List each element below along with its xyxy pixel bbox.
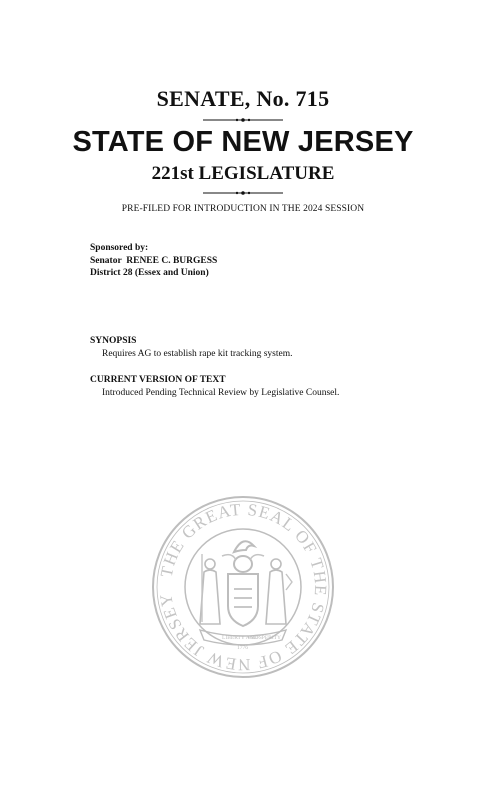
legislature-title: 221st LEGISLATURE [151, 163, 335, 184]
seal-ribbon-right: PROSPERITY [248, 635, 282, 641]
synopsis-heading: SYNOPSIS [90, 336, 137, 346]
current-version-text: Introduced Pending Technical Review by Legislative Counsel. [102, 387, 340, 398]
current-version-section [90, 374, 339, 399]
ornamental-rule-bottom [203, 190, 283, 196]
state-title: STATE OF NEW JERSEY [72, 126, 414, 158]
seal-ring-text: THE GREAT SEAL OF THE STATE OF NEW JERSEY [156, 499, 331, 675]
synopsis-section [90, 335, 293, 360]
sponsor-block [90, 242, 217, 280]
prefiled-notice: PRE-FILED FOR INTRODUCTION IN THE 2024 SESSION [121, 204, 365, 214]
sponsor-label: Sponsored by: [90, 243, 149, 253]
synopsis-text: Requires AG to establish rape kit tracking system. [102, 348, 293, 359]
state-seal [150, 494, 336, 685]
seal-graphic [150, 494, 336, 680]
bill-number: SENATE, No. 715 [156, 86, 330, 111]
sponsor-district: District 28 (Essex and Union) [90, 268, 209, 278]
current-version-heading: CURRENT VERSION OF TEXT [90, 375, 226, 385]
ornamental-rule-top [203, 117, 283, 123]
seal-ribbon-left: LIBERTY AND [222, 635, 258, 641]
sponsor-senator: Senator RENEE C. BURGESS [90, 255, 218, 266]
seal-year: 1776 [237, 645, 248, 651]
